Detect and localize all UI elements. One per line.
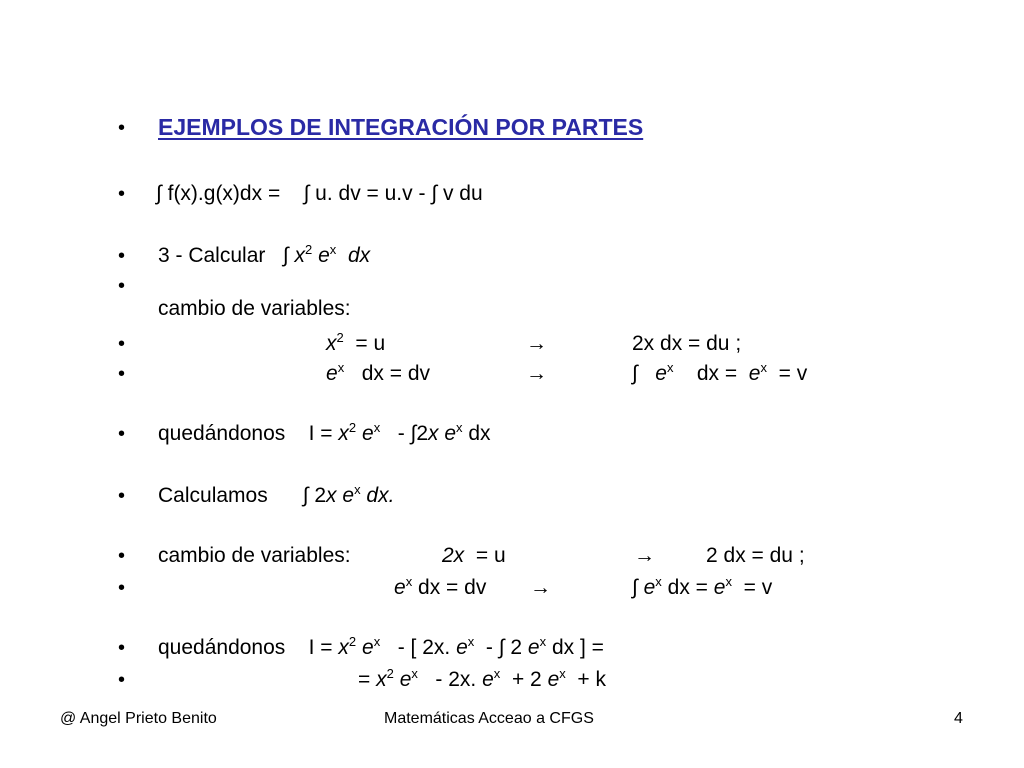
var-x: x <box>376 668 387 691</box>
exponent: x <box>337 360 345 375</box>
integral-symbol: ∫ <box>431 182 438 205</box>
differential: dx. <box>366 484 395 507</box>
bullet: • <box>118 669 126 691</box>
du-expression: 2 dx = du ; <box>706 544 805 567</box>
footer-page-number: 4 <box>954 710 963 727</box>
v-expression <box>632 360 808 385</box>
result-line <box>158 420 491 445</box>
dx-equals: dx = <box>696 362 738 385</box>
integral-symbol: ∫ <box>156 182 162 205</box>
coefficient: 2 <box>416 422 428 445</box>
var-x: x <box>326 484 337 507</box>
var-e: e <box>655 362 667 385</box>
bullet: • <box>118 637 126 659</box>
equals-u: = u <box>475 544 506 567</box>
exponent: x <box>725 574 732 589</box>
exponent: 2 <box>348 634 357 649</box>
var-e: e <box>482 668 494 691</box>
substitution-u <box>442 545 506 566</box>
var-e: e <box>362 422 374 445</box>
exponent: x <box>329 242 337 257</box>
result-line <box>158 634 604 659</box>
integral-symbol: ∫ <box>498 636 505 659</box>
constant-k: + k <box>577 668 607 691</box>
result-label: quedándonos <box>158 636 286 659</box>
equals-sign: = <box>358 668 371 691</box>
integral-symbol: ∫ <box>303 182 310 205</box>
i-equals: I = <box>308 636 333 659</box>
var-e: e <box>643 576 656 599</box>
exponent: 2 <box>386 666 394 681</box>
coefficient: 2 <box>510 636 523 659</box>
var-e: e <box>547 668 560 691</box>
u-expression: 2x <box>442 544 465 567</box>
integration-by-parts-formula <box>156 183 483 204</box>
var-e: e <box>399 668 412 691</box>
equals-v: = v <box>743 576 773 599</box>
bullet: • <box>118 545 126 567</box>
dx-equals: dx = <box>667 576 708 599</box>
dv-expression: dx = dv <box>418 576 487 599</box>
substitution-dv <box>326 360 430 385</box>
var-e: e <box>362 636 374 659</box>
bullet: • <box>118 363 126 385</box>
bullet: • <box>118 245 126 267</box>
expression-part: + 2 <box>511 668 542 691</box>
change-variables-heading: cambio de variables: <box>158 297 351 320</box>
arrow-icon: → <box>530 576 551 599</box>
substitution-u <box>326 330 386 355</box>
var-e: e <box>342 484 355 507</box>
integral-symbol: ∫ <box>302 484 309 507</box>
exponent: x <box>539 634 547 649</box>
exponent: x <box>760 360 767 375</box>
final-result <box>358 666 607 691</box>
exponent: x <box>666 360 674 375</box>
problem-statement <box>158 242 371 267</box>
var-e: e <box>444 422 457 445</box>
var-e: e <box>318 244 330 267</box>
exponent: x <box>493 666 501 681</box>
expression-part: - 2x. <box>435 668 477 691</box>
var-x: x <box>326 332 337 355</box>
var-e: e <box>456 636 468 659</box>
bullet: • <box>118 423 126 445</box>
arrow-icon: → <box>526 362 547 385</box>
integral-symbol: ∫ <box>410 422 417 445</box>
expression-part: - [ 2x. <box>397 636 451 659</box>
var-e: e <box>326 362 338 385</box>
bullet: • <box>118 183 126 205</box>
exponent: x <box>467 634 475 649</box>
result-label: quedándonos <box>158 422 286 445</box>
formula-rhs: v du <box>442 182 483 205</box>
var-x: x <box>428 422 439 445</box>
slide-title: EJEMPLOS DE INTEGRACIÓN POR PARTES <box>158 114 644 140</box>
i-equals: I = <box>308 422 333 445</box>
v-expression <box>632 574 773 599</box>
coefficient: 2 <box>314 484 327 507</box>
minus-sign: - <box>485 636 493 659</box>
exponent: x <box>559 666 566 681</box>
var-x: x <box>338 422 349 445</box>
var-x: x <box>294 244 305 267</box>
expression-part: dx ] = <box>551 636 604 659</box>
change-variables-heading: cambio de variables: <box>158 544 351 567</box>
bullet: • <box>118 117 126 139</box>
du-expression: 2x dx = du ; <box>632 332 742 355</box>
equals-u: = u <box>355 332 386 355</box>
exponent: 2 <box>336 330 344 345</box>
bullet: • <box>118 275 126 297</box>
minus-sign: - <box>397 422 405 445</box>
differential: dx <box>468 422 491 445</box>
exponent: x <box>655 574 662 589</box>
integral-symbol: ∫ <box>632 362 638 385</box>
exponent: x <box>411 666 418 681</box>
formula-lhs: f(x).g(x)dx = <box>167 182 281 205</box>
integral-symbol: ∫ <box>282 244 289 267</box>
equals-v: = v <box>778 362 808 385</box>
formula-middle: u. dv = u.v - <box>315 182 426 205</box>
var-e: e <box>394 576 406 599</box>
bullet: • <box>118 333 126 355</box>
footer-course: Matemáticas Acceao a CFGS <box>384 710 594 727</box>
differential: dx <box>347 244 371 267</box>
var-e: e <box>713 576 726 599</box>
calculate-line <box>158 482 395 507</box>
bullet: • <box>118 485 126 507</box>
arrow-icon: → <box>634 544 655 567</box>
problem-label: 3 - Calcular <box>158 244 266 267</box>
integral-symbol: ∫ <box>632 576 638 599</box>
exponent: x <box>373 420 381 435</box>
arrow-icon: → <box>526 332 547 355</box>
exponent: 2 <box>305 242 313 257</box>
exponent: x <box>373 634 381 649</box>
footer-author: @ Angel Prieto Benito <box>60 710 217 727</box>
var-e: e <box>748 362 761 385</box>
exponent: x <box>354 482 361 497</box>
exponent: x <box>456 420 463 435</box>
substitution-dv <box>394 574 487 599</box>
exponent: x <box>405 574 413 589</box>
dv-expression: dx = dv <box>361 362 430 385</box>
bullet: • <box>118 577 126 599</box>
calculate-label: Calculamos <box>158 484 268 507</box>
var-x: x <box>338 636 349 659</box>
var-e: e <box>527 636 540 659</box>
exponent: 2 <box>348 420 357 435</box>
